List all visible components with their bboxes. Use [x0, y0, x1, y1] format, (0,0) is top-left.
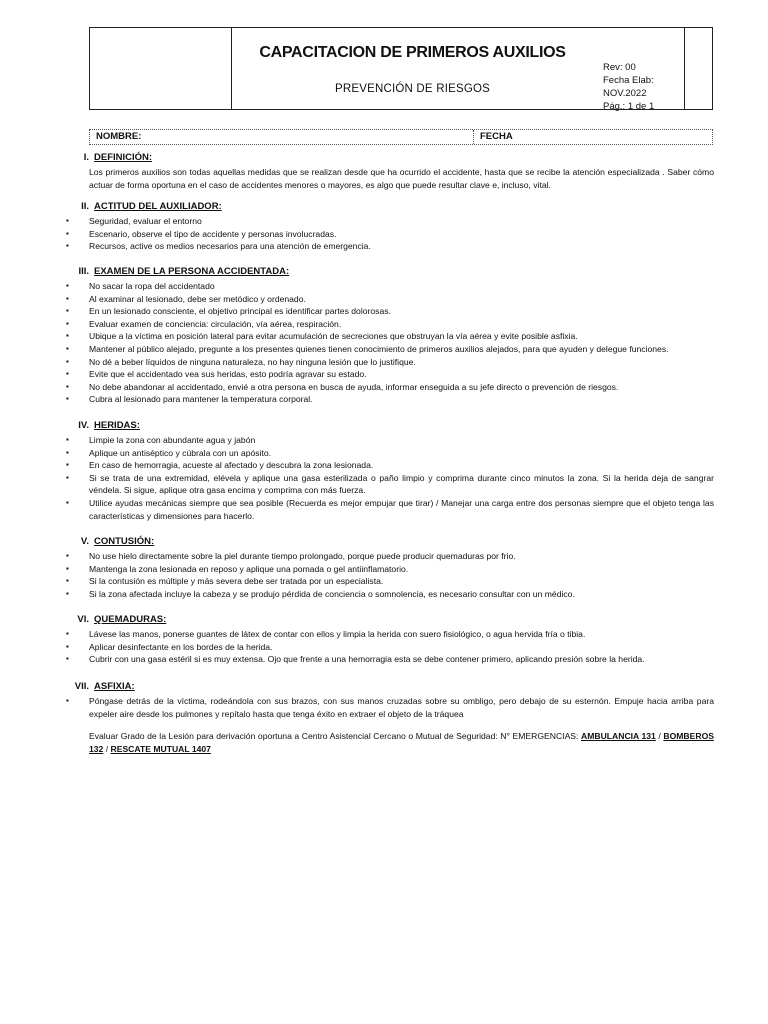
section-number: V.	[80, 536, 89, 547]
section-title: CONTUSIÓN:	[94, 536, 155, 547]
list-item: ▪ Aplicar desinfectante en los bordes de la herida.	[66, 641, 714, 654]
revision: Rev: 00	[603, 62, 636, 73]
rescate-number: RESCATE MUTUAL 1407	[110, 743, 211, 754]
list-item: ▪ Seguridad, evaluar el entorno	[66, 215, 714, 228]
section-title: QUEMADURAS:	[94, 614, 167, 625]
section-title: EXAMEN DE LA PERSONA ACCIDENTADA:	[94, 266, 290, 277]
name-date-row	[89, 129, 713, 145]
list-item: ▪ Ubique a la víctima en posición lateral para evitar acumulación de secreciones que obstruyan la vía aérea y evite posible asfixia.	[66, 330, 714, 343]
separator: /	[655, 731, 664, 742]
page-number: Pág.: 1 de 1	[603, 101, 655, 112]
ambulancia-number: AMBULANCIA 131	[581, 731, 656, 742]
list-item: ▪ Cubrir con una gasa estéril si es muy extensa. Ojo que frente a una hemorragia esta se debe contener primero, aplicando presión sobre la herida.	[66, 653, 714, 666]
title-cell	[231, 28, 685, 112]
document-title: CAPACITACION DE PRIMEROS AUXILIOS	[259, 44, 566, 61]
section-number: III.	[78, 266, 89, 277]
list-item: ▪ No use hielo directamente sobre la piel durante tiempo prolongado, porque puede producir quemaduras por frio.	[66, 550, 714, 563]
section-title: HERIDAS:	[94, 420, 140, 431]
list-item: ▪ Lávese las manos, ponerse guantes de látex de contar con ellos y limpia la herida con suero fisiológico, o agua hervida fría o tibia.	[66, 628, 714, 641]
section-quemaduras	[66, 614, 714, 666]
separator: /	[103, 743, 111, 754]
section-text: Los primeros auxilios son todas aquellas medidas que se realizan desde que ha ocurrido el accidente, hasta que se recibe la atención especializada . Saber cómo actuar de forma oportuna en el caso de accidentes menores o mayores, es algo que puede resultar clave e, incluso, vital.	[89, 167, 714, 190]
list-item: ▪ Escenario, observe el tipo de accidente y personas involucradas.	[66, 228, 714, 241]
section-examen	[66, 266, 714, 406]
section-number: VI.	[77, 614, 89, 625]
section-asfixia	[66, 681, 714, 755]
list-item: ▪ En un lesionado consciente, el objetivo principal es identificar partes dolorosas.	[66, 305, 714, 318]
emergency-note	[89, 730, 714, 755]
list-item: ▪ Mantenga la zona lesionada en reposo y aplique una pomada o gel antiinflamatorio.	[66, 563, 714, 576]
section-heridas	[66, 420, 714, 522]
list-item: ▪ No sacar la ropa del accidentado	[66, 280, 714, 293]
elaboration-date: Fecha Elab: NOV.2022	[603, 75, 654, 99]
section-number: IV.	[78, 420, 89, 431]
fecha-label: FECHA	[480, 131, 513, 142]
section-contusion	[66, 536, 714, 600]
name-date-divider	[473, 130, 475, 144]
bomberos-number: BOMBEROS 132	[89, 731, 714, 754]
list-item: ▪ Evaluar examen de conciencia: circulación, vía aérea, respiración.	[66, 318, 714, 331]
emergency-text: Evaluar Grado de la Lesión para derivación oportuna a Centro Asistencial Cercano o Mutual de Seguridad: N° EMERGENCIAS:	[89, 731, 579, 742]
list-item: ▪ Aplique un antiséptico y cúbrala con un apósito.	[66, 447, 714, 460]
section-number: VII.	[74, 681, 89, 692]
list-item: ▪ Evite que el accidentado vea sus heridas, esto podría agravar su estado.	[66, 368, 714, 381]
list-item: ▪ Póngase detrás de la víctima, rodeándola con sus brazos, con sus manos cruzadas sobre su ombligo, pero debajo de su esternón. Empuje hacia arriba para expeler aire desde los pulmones y repítalo hasta que tenga éxito en extraer el objeto de la tráquea	[66, 695, 714, 720]
section-actitud	[66, 201, 714, 253]
document-meta	[603, 61, 684, 113]
list-item: ▪ Cubra al lesionado para mantener la temperatura corporal.	[66, 393, 714, 406]
list-item: ▪ Si la zona afectada incluye la cabeza y se produjo pérdida de conciencia o somnolencia, es necesario consultar con un médico.	[66, 588, 714, 601]
document-subtitle: PREVENCIÓN DE RIESGOS	[334, 83, 490, 95]
section-number: II.	[81, 201, 89, 212]
section-title: ASFIXIA:	[94, 681, 135, 692]
list-item: ▪ No debe abandonar al accidentado, envié a otra persona en busca de ayuda, informar enseguida a su jefe directo o prevención de riesgos.	[66, 381, 714, 394]
list-item: ▪ En caso de hemorragia, acueste al afectado y descubra la zona lesionada.	[66, 459, 714, 472]
list-item: ▪ Mantener al público alejado, pregunte a los presentes quienes tienen conocimiento de primeros auxilios alejados, para que ayuden y delegue funciones.	[66, 343, 714, 356]
list-item: ▪ Recursos, active os medios necesarios para una atención de emergencia.	[66, 240, 714, 253]
section-definicion	[66, 152, 714, 191]
document-header	[89, 27, 713, 110]
section-title: DEFINICIÓN:	[94, 152, 153, 163]
list-item: ▪ No dé a beber líquidos de ninguna naturaleza, no hay ninguna lesión que lo justifique.	[66, 356, 714, 369]
section-title: ACTITUD DEL AUXILIADOR:	[94, 201, 222, 212]
logo-cell	[90, 28, 232, 109]
list-item: ▪ Limpie la zona con abundante agua y jabón	[66, 434, 714, 447]
nombre-label: NOMBRE:	[96, 131, 142, 142]
list-item: ▪ Si la contusión es múltiple y más severa debe ser tratada por un especialista.	[66, 575, 714, 588]
list-item: ▪ Si se trata de una extremidad, elévela y aplique una gasa esterilizada o paño limpio y comprima durante cinco minutos la zona. Si la herida deja de sangrar véndela. Si sigue, aplique otra gasa encima y comprima con más fuerza.	[66, 472, 714, 497]
list-item: ▪ Al examinar al lesionado, debe ser metódico y ordenado.	[66, 293, 714, 306]
list-item: ▪ Utilice ayudas mecánicas siempre que sea posible (Recuerda es mejor empujar que tirar) / Manejar una carga entre dos personas siempre que el objeto tenga las características y dimensiones para hacerlo.	[66, 497, 714, 522]
section-number: I.	[83, 152, 89, 163]
